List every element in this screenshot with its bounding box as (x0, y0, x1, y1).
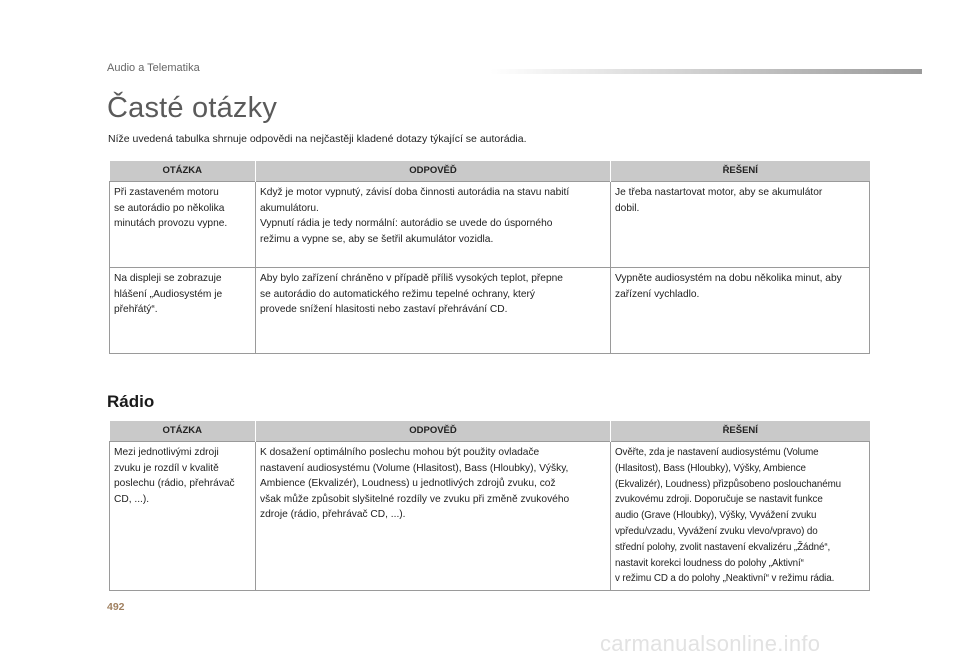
text-line: Je třeba nastartovat motor, aby se akumulátor (615, 187, 823, 198)
text-line: Ambience (Ekvalizér), Loudness) u jednotlivých zdrojů zvuku, což (260, 478, 556, 489)
section-header: Audio a Telematika (107, 62, 200, 74)
table-header-row (110, 161, 870, 182)
faq-table-radio (109, 421, 870, 591)
solution-cell (611, 442, 870, 591)
text-line: přehřátý“. (114, 304, 158, 315)
page-number: 492 (107, 601, 125, 613)
table-header-row (110, 421, 870, 442)
text-line: střední polohy, zvolit nastavení ekvalizéru „Žádné“, (615, 541, 831, 553)
column-header-solution: ŘEŠENÍ (611, 161, 870, 182)
table-row (110, 182, 870, 268)
text-line: audio (Grave (Hloubky), Výšky, Vyvážení zvuku (615, 510, 817, 522)
text-line: režimu a vypne se, aby se šetřil akumulátor vozidla. (260, 233, 494, 245)
table-row (110, 442, 870, 591)
text-line: Na displeji se zobrazuje (114, 273, 222, 284)
answer-cell (256, 268, 611, 354)
text-line: zvuku je rozdíl v kvalitě (114, 462, 219, 474)
text-line: však může způsobit slyšitelné rozdíly ve zvuku při změně zvukového (260, 493, 570, 505)
text-line: Když je motor vypnutý, závisí doba činnosti autorádia na stavu nabití (260, 187, 570, 198)
watermark: carmanualsonline.info (600, 631, 821, 656)
text-line: Vypnutí rádia je tedy normální: autorádio se uvede do úsporného (260, 218, 553, 229)
text-line: CD, ...). (114, 493, 150, 505)
text-line: Vypněte audiosystém na dobu několika minut, aby (615, 273, 842, 284)
answer-cell (256, 182, 611, 268)
solution-cell (611, 268, 870, 354)
text-line: dobil. (615, 202, 640, 214)
text-line: poslechu (rádio, přehrávač (114, 478, 235, 489)
text-line: akumulátoru. (260, 202, 319, 214)
solution-cell (611, 182, 870, 268)
intro-text: Níže uvedená tabulka shrnuje odpovědi na nejčastěji kladené dotazy týkající se autorádia. (108, 133, 527, 145)
question-cell (110, 182, 256, 268)
faq-table-general (109, 161, 870, 354)
column-header-question: OTÁZKA (110, 161, 256, 182)
text-line: nastavení audiosystému (Volume (Hlasitost), Bass (Hloubky), Výšky, (260, 462, 569, 474)
text-line: zvukovému zdroji. Doporučuje se nastavit funkce (615, 494, 823, 506)
text-line: se autorádio do automatického režimu tepelné ochrany, který (260, 288, 536, 300)
text-line: nastavit korekci loudness do polohy „Aktivní“ (615, 557, 804, 569)
section-title-radio: Rádio (107, 392, 155, 411)
column-header-answer: ODPOVĚĎ (256, 161, 611, 182)
question-cell (110, 442, 256, 591)
text-line: K dosažení optimálního poslechu mohou být použity ovladače (260, 447, 540, 458)
text-line: zdroje (rádio, přehrávač CD, ...). (260, 509, 406, 520)
text-line: (Ekvalizér), Loudness) přizpůsobeno poslouchanému (615, 478, 842, 490)
text-line: (Hlasitost), Bass (Hloubky), Výšky, Ambience (615, 462, 806, 474)
table-row (110, 268, 870, 354)
text-line: Mezi jednotlivými zdroji (114, 447, 219, 458)
text-line: vpředu/vzadu, Vyvážení zvuku vlevo/vpravo) do (615, 525, 818, 537)
column-header-solution: ŘEŠENÍ (611, 421, 870, 442)
header-divider (490, 69, 922, 74)
text-line: se autorádio po několika (114, 202, 225, 214)
page-title: Časté otázky (107, 92, 278, 124)
text-line: hlášení „Audiosystém je (114, 288, 223, 300)
text-line: v režimu CD a do polohy „Neaktivní“ v režimu rádia. (615, 573, 835, 585)
text-line: minutách provozu vypne. (114, 218, 228, 229)
column-header-answer: ODPOVĚĎ (256, 421, 611, 442)
text-line: Ověřte, zda je nastavení audiosystému (Volume (615, 447, 819, 458)
text-line: Při zastaveném motoru (114, 187, 219, 198)
question-cell (110, 268, 256, 354)
text-line: zařízení vychladlo. (615, 288, 700, 300)
answer-cell (256, 442, 611, 591)
column-header-question: OTÁZKA (110, 421, 256, 442)
text-line: Aby bylo zařízení chráněno v případě příliš vysokých teplot, přepne (260, 273, 563, 284)
text-line: provede snížení hlasitosti nebo zastaví přehrávání CD. (260, 304, 508, 315)
